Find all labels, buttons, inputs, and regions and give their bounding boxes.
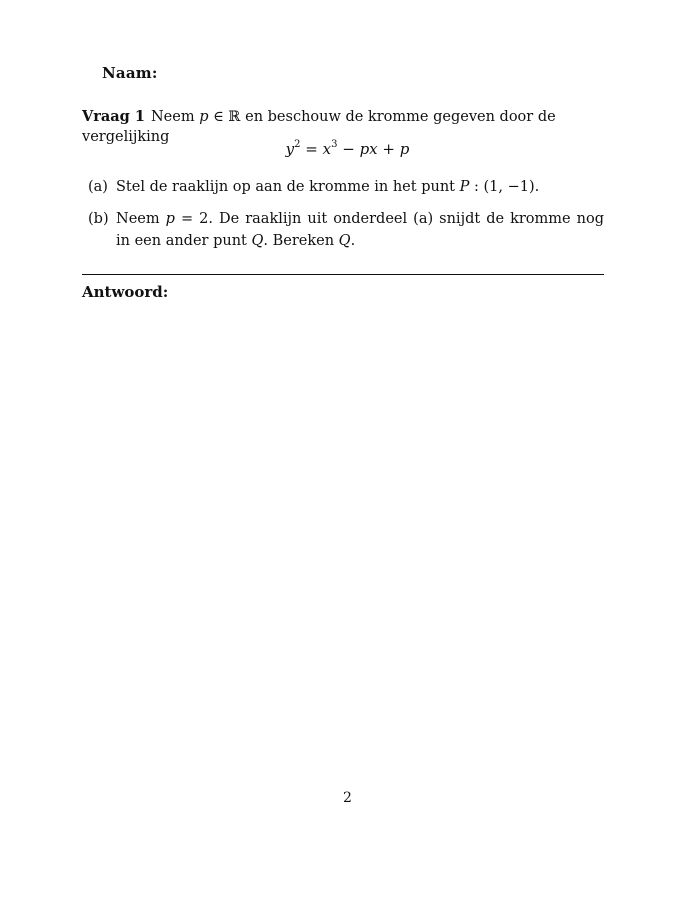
- answer-label: Antwoord:: [82, 283, 169, 301]
- curve-equation: [0, 140, 695, 158]
- equation-lhs-var: y: [285, 140, 295, 158]
- part-b-text-4: .: [350, 233, 356, 249]
- part-b-math-eq: = 2: [174, 211, 209, 227]
- part-b-math-q1: Q: [251, 233, 264, 249]
- part-b-math-p: p: [165, 211, 175, 227]
- page-number: 2: [343, 790, 352, 806]
- part-a-text-before: Stel de raaklijn op aan de kromme in het punt: [116, 179, 460, 195]
- part-b: [82, 208, 604, 252]
- equation-rhs-var: x: [322, 140, 332, 158]
- question-parts: [82, 176, 604, 262]
- part-a-label: (a): [88, 179, 108, 195]
- part-a: [82, 176, 604, 198]
- equation-term-p: p: [399, 140, 410, 158]
- part-a-text-after: .: [534, 179, 540, 195]
- equation-lhs-exponent: 2: [294, 139, 301, 150]
- part-a-coords: : (1, −1): [469, 179, 535, 195]
- equation-term-px: px: [359, 140, 378, 158]
- question-title: Vraag 1: [82, 108, 145, 125]
- equation-rhs-exponent: 3: [331, 139, 338, 150]
- question-intro-suffix: en beschouw de kromme gegeven door de vergelijking: [82, 109, 556, 145]
- part-b-text-2: . De raaklijn uit onderdeel (a) snijdt de kromme nog in een ander punt: [116, 211, 604, 249]
- intro-math-relation: ∈ ℝ: [208, 109, 241, 125]
- part-b-text-1: Neem: [116, 211, 166, 227]
- intro-math-variable: p: [199, 109, 209, 125]
- part-a-point: P: [459, 179, 470, 195]
- equation-minus: −: [337, 140, 360, 158]
- equation-equals: =: [300, 140, 323, 158]
- part-b-math-q2: Q: [338, 233, 351, 249]
- section-divider: [82, 274, 604, 275]
- question-intro-prefix: Neem: [150, 109, 200, 125]
- part-b-label: (b): [88, 211, 109, 227]
- equation-plus: +: [377, 140, 400, 158]
- part-b-text-3: . Bereken: [263, 233, 339, 249]
- name-label: Naam:: [102, 64, 158, 82]
